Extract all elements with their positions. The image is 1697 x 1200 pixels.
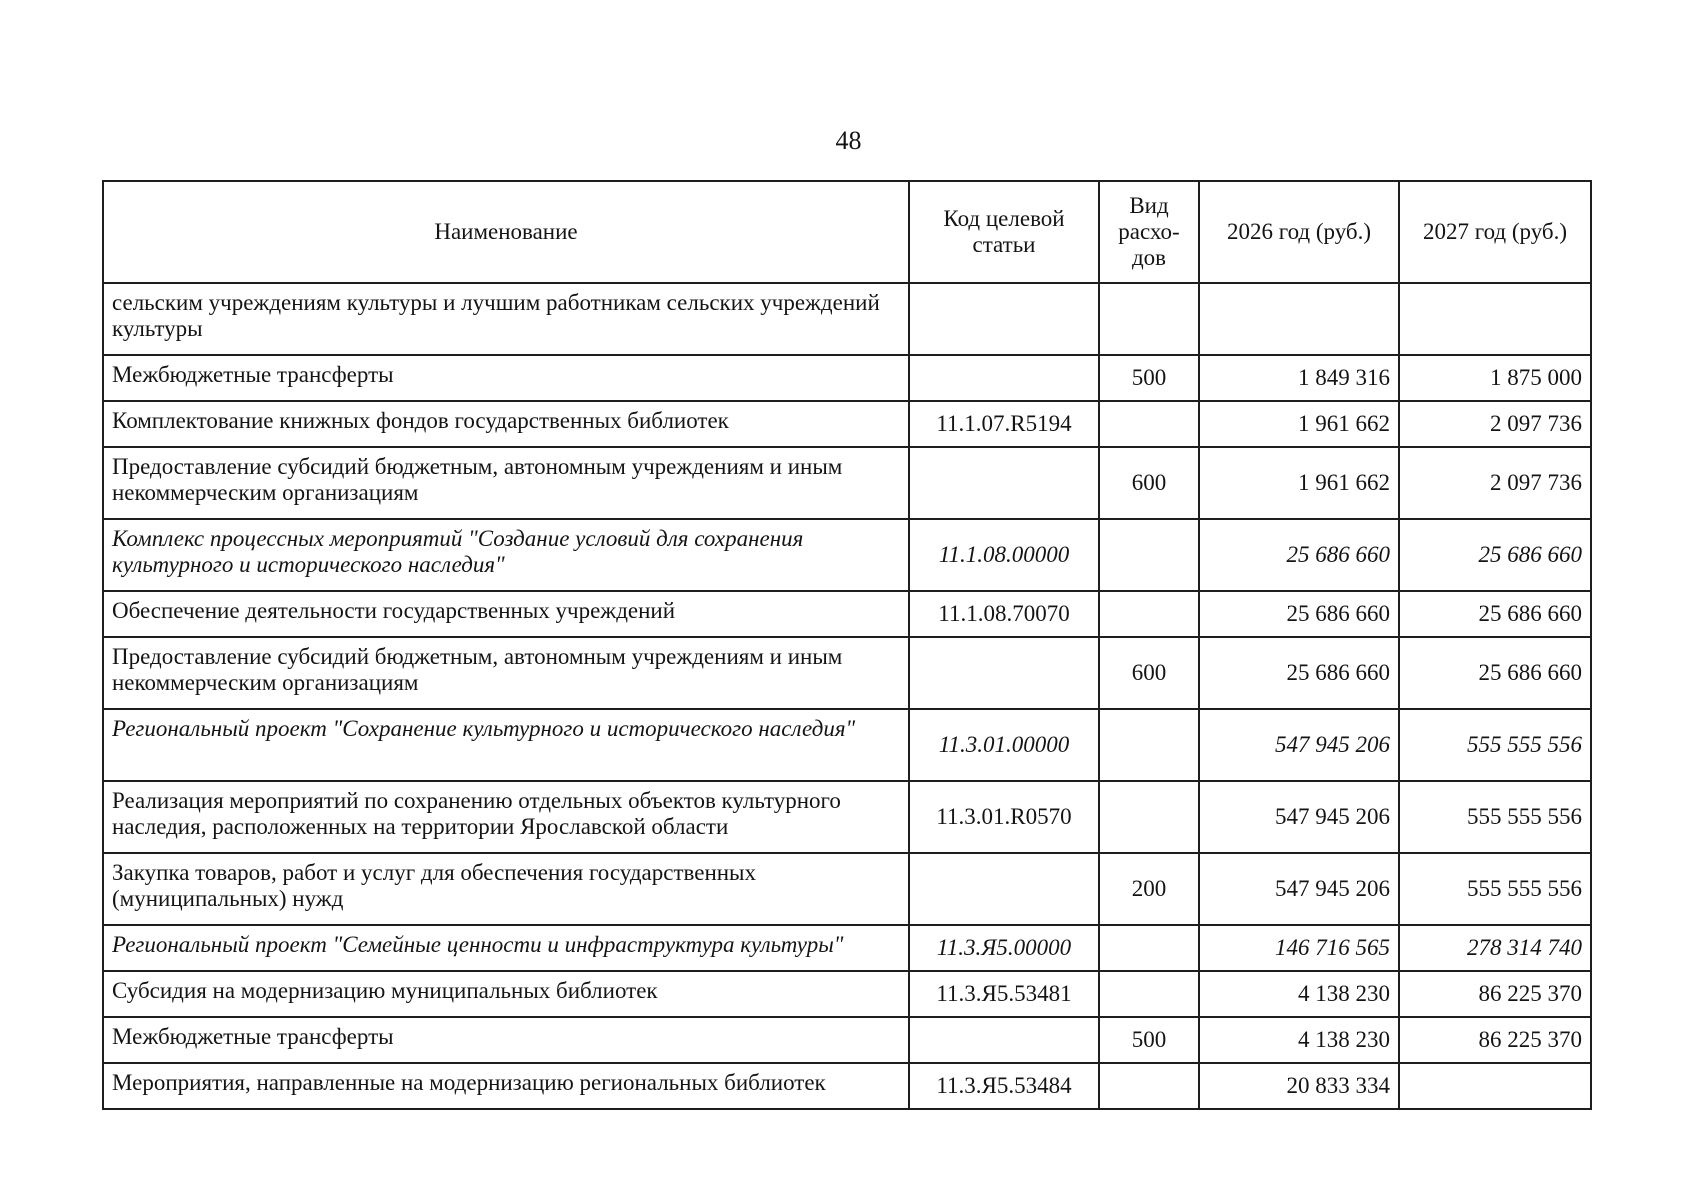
- row-code-cell: 11.3.Я5.53481: [909, 971, 1099, 1017]
- row-kind-cell: [1099, 971, 1199, 1017]
- row-2027-cell: 1 875 000: [1399, 355, 1591, 401]
- row-2027-cell: 278 314 740: [1399, 925, 1591, 971]
- header-name: Наименование: [103, 181, 909, 283]
- row-name-cell: Обеспечение деятельности государственных учреждений: [103, 591, 909, 637]
- table-row: [103, 355, 1591, 401]
- row-code-cell: [909, 853, 1099, 925]
- row-2026-cell: 1 961 662: [1199, 401, 1399, 447]
- row-2026-cell: 146 716 565: [1199, 925, 1399, 971]
- row-kind-cell: [1099, 519, 1199, 591]
- row-2027-cell: 555 555 556: [1399, 709, 1591, 781]
- row-name-cell: Региональный проект "Сохранение культурного и исторического наследия": [103, 709, 909, 781]
- row-2026-cell: 547 945 206: [1199, 709, 1399, 781]
- table-row: [103, 781, 1591, 853]
- table-row: [103, 1063, 1591, 1109]
- row-code-cell: [909, 1017, 1099, 1063]
- row-kind-cell: 600: [1099, 637, 1199, 709]
- row-kind-cell: [1099, 1063, 1199, 1109]
- row-code-cell: 11.1.08.00000: [909, 519, 1099, 591]
- row-code-cell: [909, 637, 1099, 709]
- row-name-cell: Комплекс процессных мероприятий "Создание условий для сохранения культурного и исторического наследия": [103, 519, 909, 591]
- row-code-cell: 11.3.Я5.53484: [909, 1063, 1099, 1109]
- row-2026-cell: 4 138 230: [1199, 971, 1399, 1017]
- row-2027-cell: 555 555 556: [1399, 781, 1591, 853]
- table-row: [103, 1017, 1591, 1063]
- table-row: [103, 519, 1591, 591]
- row-2026-cell: 547 945 206: [1199, 853, 1399, 925]
- table-row: [103, 925, 1591, 971]
- table-row: [103, 447, 1591, 519]
- table-header-row: [103, 181, 1591, 283]
- row-code-cell: 11.3.Я5.00000: [909, 925, 1099, 971]
- row-2026-cell: 25 686 660: [1199, 591, 1399, 637]
- row-2026-cell: 547 945 206: [1199, 781, 1399, 853]
- header-2027: 2027 год (руб.): [1399, 181, 1591, 283]
- row-name-cell: Закупка товаров, работ и услуг для обеспечения государственных (муниципальных) нужд: [103, 853, 909, 925]
- row-name-cell: Межбюджетные трансферты: [103, 355, 909, 401]
- row-kind-cell: [1099, 591, 1199, 637]
- row-2026-cell: 1 849 316: [1199, 355, 1399, 401]
- row-name-cell: Мероприятия, направленные на модернизацию региональных библиотек: [103, 1063, 909, 1109]
- row-name-cell: Субсидия на модернизацию муниципальных библиотек: [103, 971, 909, 1017]
- row-name-cell: Предоставление субсидий бюджетным, автономным учреждениям и иным некоммерческим организациям: [103, 637, 909, 709]
- row-code-cell: 11.3.01.R0570: [909, 781, 1099, 853]
- row-name-cell: Комплектование книжных фондов государственных библиотек: [103, 401, 909, 447]
- row-2027-cell: 25 686 660: [1399, 519, 1591, 591]
- row-name-cell: Предоставление субсидий бюджетным, автономным учреждениям и иным некоммерческим организациям: [103, 447, 909, 519]
- row-2027-cell: 2 097 736: [1399, 447, 1591, 519]
- row-name-cell: Реализация мероприятий по сохранению отдельных объектов культурного наследия, расположенных на территории Ярославской области: [103, 781, 909, 853]
- row-name-cell: Региональный проект "Семейные ценности и инфраструктура культуры": [103, 925, 909, 971]
- row-2027-cell: 25 686 660: [1399, 637, 1591, 709]
- table-row: [103, 971, 1591, 1017]
- row-kind-cell: 500: [1099, 1017, 1199, 1063]
- page-number: 48: [835, 126, 862, 155]
- row-2027-cell: 25 686 660: [1399, 591, 1591, 637]
- table-row: [103, 283, 1591, 355]
- row-2026-cell: 4 138 230: [1199, 1017, 1399, 1063]
- row-kind-cell: 500: [1099, 355, 1199, 401]
- row-2026-cell: 1 961 662: [1199, 447, 1399, 519]
- row-code-cell: 11.1.08.70070: [909, 591, 1099, 637]
- header-code: Код целевой статьи: [909, 181, 1099, 283]
- row-kind-cell: [1099, 401, 1199, 447]
- row-kind-cell: [1099, 925, 1199, 971]
- row-code-cell: 11.1.07.R5194: [909, 401, 1099, 447]
- header-2026: 2026 год (руб.): [1199, 181, 1399, 283]
- row-2027-cell: 555 555 556: [1399, 853, 1591, 925]
- header-kind: Вид расхо-дов: [1099, 181, 1199, 283]
- row-code-cell: 11.3.01.00000: [909, 709, 1099, 781]
- row-code-cell: [909, 283, 1099, 355]
- row-2026-cell: 20 833 334: [1199, 1063, 1399, 1109]
- row-name-cell: Межбюджетные трансферты: [103, 1017, 909, 1063]
- row-2027-cell: 86 225 370: [1399, 971, 1591, 1017]
- budget-table: [102, 180, 1592, 1110]
- table-row: [103, 709, 1591, 781]
- row-kind-cell: [1099, 781, 1199, 853]
- table-body: [103, 283, 1591, 1109]
- row-2026-cell: 25 686 660: [1199, 637, 1399, 709]
- row-name-cell: сельским учреждениям культуры и лучшим работникам сельских учреждений культуры: [103, 283, 909, 355]
- row-2026-cell: 25 686 660: [1199, 519, 1399, 591]
- row-2027-cell: 86 225 370: [1399, 1017, 1591, 1063]
- table-row: [103, 637, 1591, 709]
- row-code-cell: [909, 355, 1099, 401]
- row-2027-cell: [1399, 1063, 1591, 1109]
- row-2027-cell: 2 097 736: [1399, 401, 1591, 447]
- row-kind-cell: 200: [1099, 853, 1199, 925]
- row-2026-cell: [1199, 283, 1399, 355]
- table-row: [103, 401, 1591, 447]
- row-kind-cell: [1099, 283, 1199, 355]
- row-code-cell: [909, 447, 1099, 519]
- table-row: [103, 853, 1591, 925]
- table-row: [103, 591, 1591, 637]
- row-kind-cell: [1099, 709, 1199, 781]
- row-kind-cell: 600: [1099, 447, 1199, 519]
- row-2027-cell: [1399, 283, 1591, 355]
